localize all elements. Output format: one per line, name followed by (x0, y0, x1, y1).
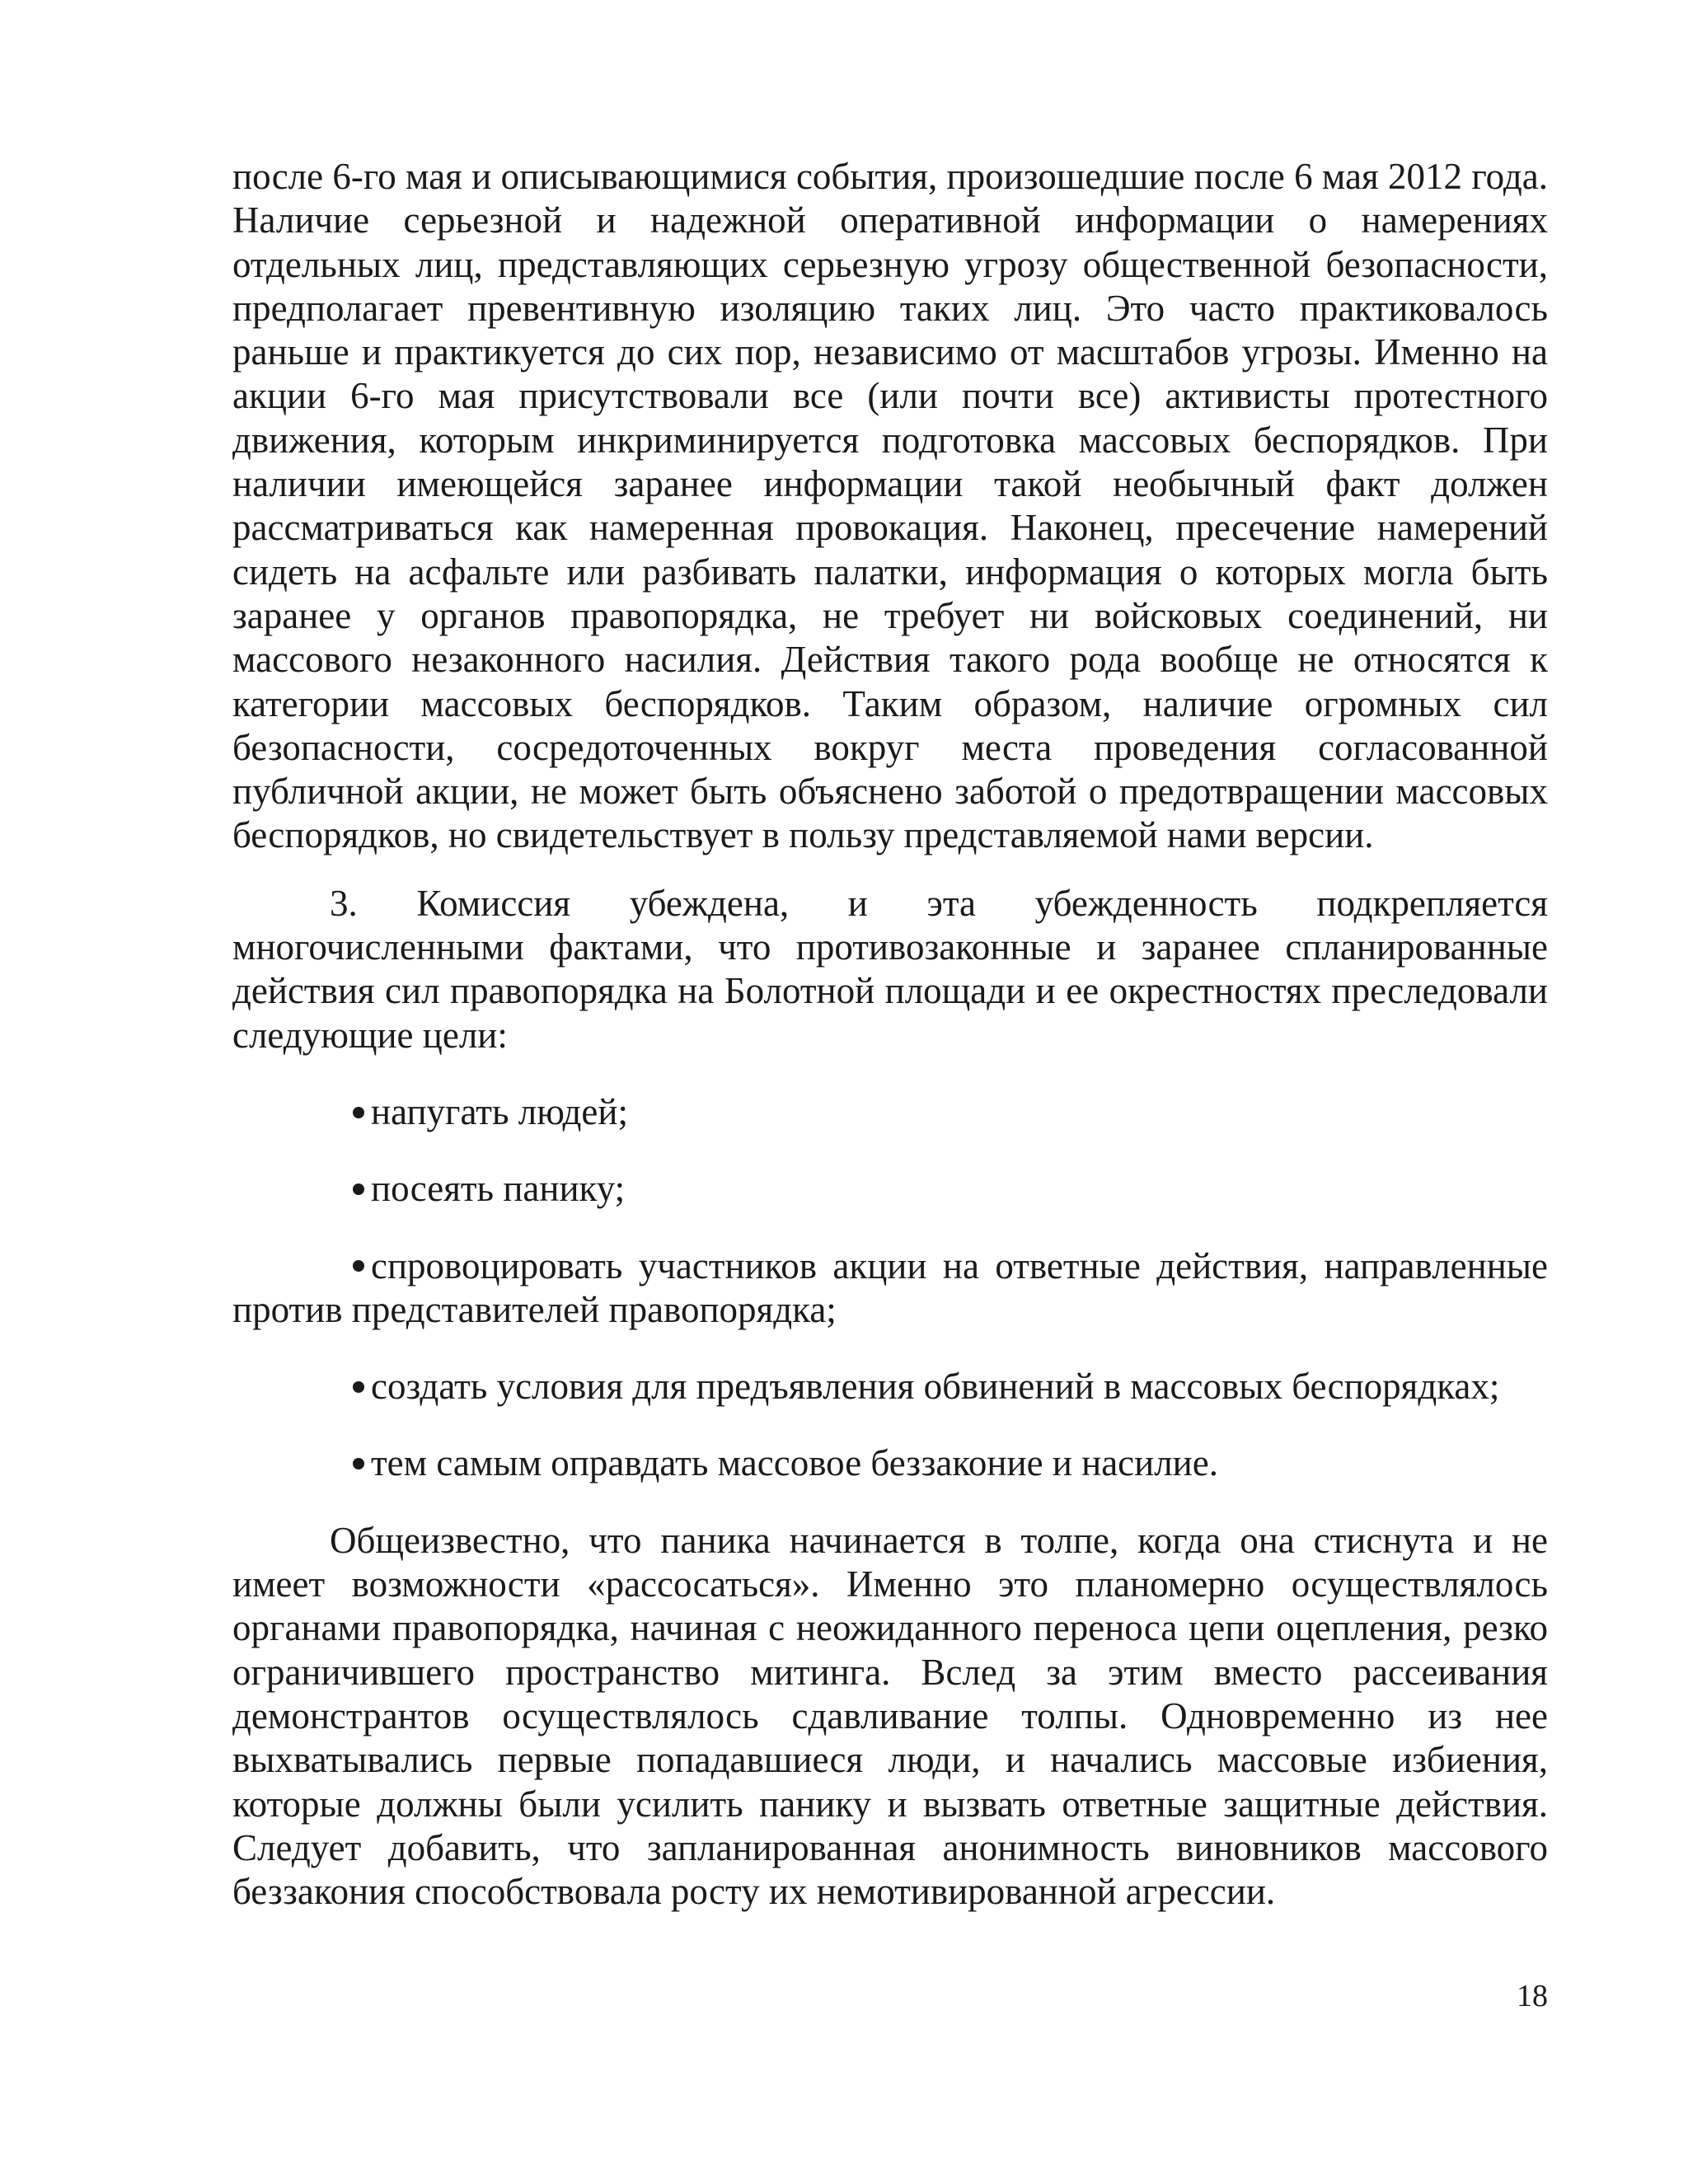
paragraph-commission-point-3: 3. Комиссия убеждена, и эта убежденность подкрепляется многочисленными фактами, что противозаконные и заранее спланированные действия сил правопорядка на Болотной площади и ее окрестностях преследовали следующие цели: (232, 882, 1548, 1056)
list-item-text: спровоцировать участников акции на ответные действия, направленные против представителей правопорядка; (232, 1244, 1548, 1330)
list-item-text: тем самым оправдать массовое беззаконие и насилие. (371, 1442, 1218, 1484)
document-body (232, 155, 1548, 1914)
bullet-dot-icon (353, 1260, 364, 1272)
list-item (232, 1441, 1548, 1485)
list-item-text: создать условия для предъявления обвинений в массовых беспорядках; (371, 1366, 1500, 1408)
bullet-dot-icon (353, 1381, 364, 1393)
list-item-text: посеять панику; (371, 1168, 626, 1210)
list-item (232, 1167, 1548, 1211)
goals-list (232, 1090, 1548, 1486)
list-item (232, 1244, 1548, 1333)
paragraph-continuation: после 6-го мая и описывающимися события, произошедшие после 6 мая 2012 года. Наличие серьезной и надежной оперативной информации о намерениях отдельных лиц, представляющих серьезную угрозу общественной безопасности, предполагает превентивную изоляцию таких лиц. Это часто практиковалось раньше и практикуется до сих пор, независимо от масштабов угрозы. Именно на акции 6-го мая присутствовали все (или почти все) активисты протестного движения, которым инкриминируется подготовка массовых беспорядков. При наличии имеющейся заранее информации такой необычный факт должен рассматриваться как намеренная провокация. Наконец, пресечение намерений сидеть на асфальте или разбивать палатки, информация о которых могла быть заранее у органов правопорядка, не требует ни войсковых соединений, ни массового незаконного насилия. Действия такого рода вообще не относятся к категории массовых беспорядков. Таким образом, наличие огромных сил безопасности, сосредоточенных вокруг места проведения согласованной публичной акции, не может быть объяснено заботой о предотвращении массовых беспорядков, но свидетельствует в пользу представляемой нами версии. (232, 156, 1548, 856)
page-number: 18 (1517, 1979, 1548, 2013)
paragraph-panic-explanation: Общеизвестно, что паника начинается в толпе, когда она стиснута и не имеет возможности «рассосаться». Именно это планомерно осуществлялось органами правопорядка, начиная с неожиданного переноса цепи оцепления, резко ограничившего пространство митинга. Вслед за этим вместо рассеивания демонстрантов осуществлялось сдавливание толпы. Одновременно из нее выхватывались первые попадавшиеся люди, и начались массовые избиения, которые должны были усилить панику и вызвать ответные защитные действия. Следует добавить, что запланированная анонимность виновников массового беззакония способствовала росту их немотивированной агрессии. (232, 1519, 1548, 1913)
list-item (232, 1090, 1548, 1134)
bullet-dot-icon (353, 1107, 364, 1118)
bullet-dot-icon (353, 1183, 364, 1195)
list-item (232, 1365, 1548, 1408)
list-item-text: напугать людей; (371, 1090, 628, 1132)
bullet-dot-icon (353, 1458, 364, 1469)
